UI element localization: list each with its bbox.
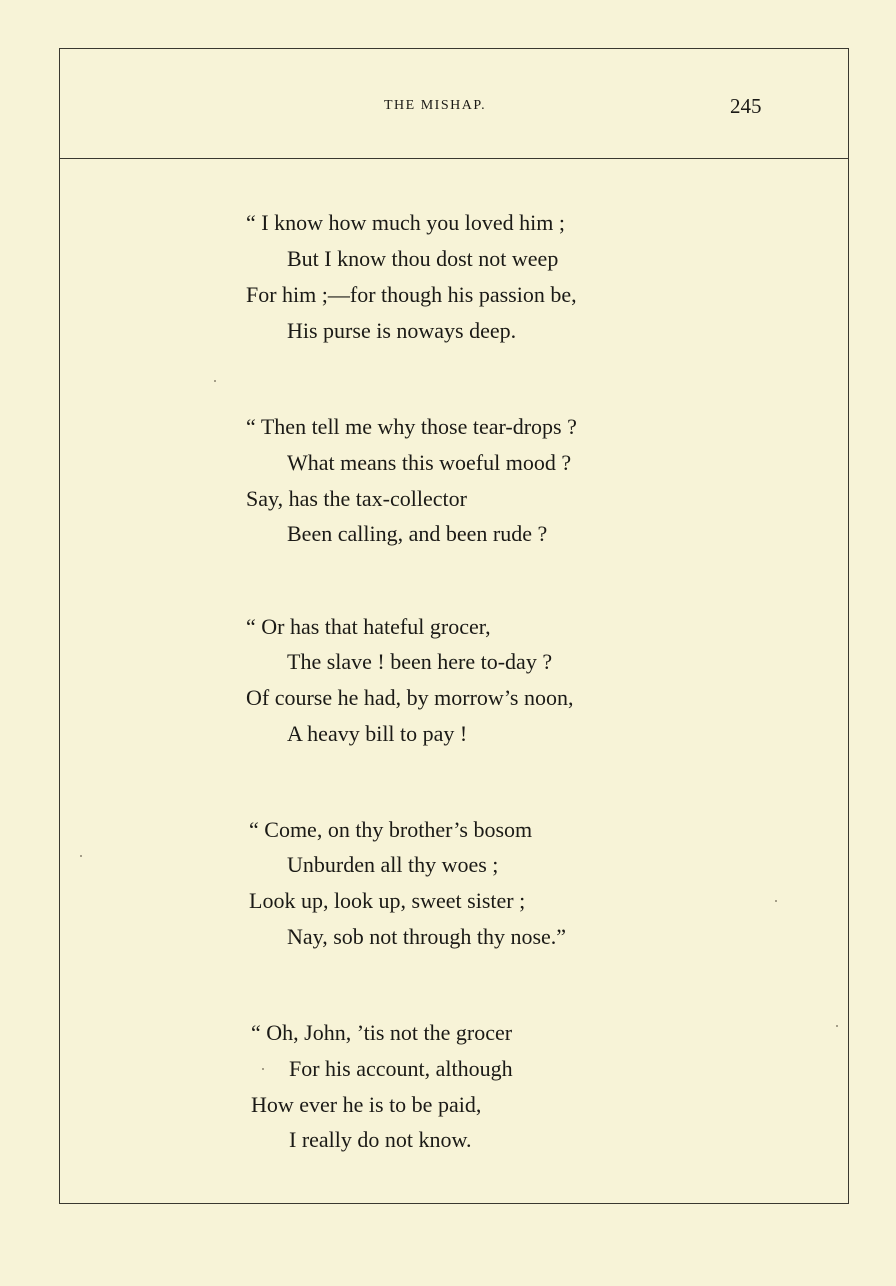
poem-line: “ Or has that hateful grocer, — [246, 614, 491, 639]
poem-line: For his account, although — [289, 1056, 513, 1081]
poem-line: Been calling, and been rude ? — [287, 521, 548, 546]
poem-line: But I know thou dost not weep — [287, 246, 559, 271]
poem-line: I really do not know. — [289, 1127, 472, 1152]
poem-line: Nay, sob not through thy nose.” — [287, 924, 567, 949]
poem-line: For him ;—for though his passion be, — [246, 282, 577, 307]
poem-line: A heavy bill to pay ! — [287, 721, 468, 746]
paper-speck — [214, 380, 216, 382]
page-number: 245 — [730, 94, 762, 118]
paper-speck — [80, 855, 82, 857]
poem-line: What means this woeful mood ? — [287, 450, 572, 475]
poem-line: “ Come, on thy brother’s bosom — [249, 817, 533, 842]
poem-line: Of course he had, by morrow’s noon, — [246, 685, 574, 710]
poem-line: “ Then tell me why those tear-drops ? — [246, 414, 577, 439]
poem-line: The slave ! been here to-day ? — [287, 649, 553, 674]
paper-speck — [775, 900, 777, 902]
paper-speck — [262, 1068, 264, 1070]
poem-line: How ever he is to be paid, — [251, 1092, 482, 1117]
poem-line: Say, has the tax-collector — [246, 486, 467, 511]
poem-line: Look up, look up, sweet sister ; — [249, 888, 526, 913]
poem-line: His purse is noways deep. — [287, 318, 517, 343]
header-rule — [59, 158, 849, 159]
paper-speck — [836, 1025, 838, 1027]
poem-line: “ Oh, John, ’tis not the grocer — [251, 1020, 513, 1045]
running-title: THE MISHAP. — [384, 98, 487, 113]
poem-line: Unburden all thy woes ; — [287, 852, 499, 877]
poem-line: “ I know how much you loved him ; — [246, 210, 565, 235]
